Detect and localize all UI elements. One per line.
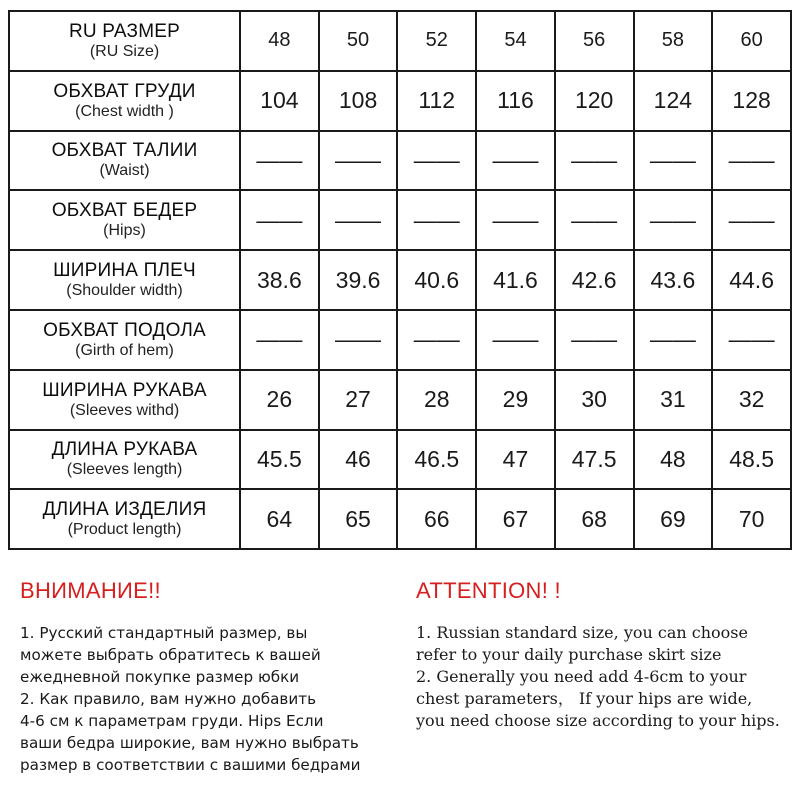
table-cell: 70 [712, 489, 791, 549]
note-line-ru: 2. Как правило, вам нужно добавить [20, 690, 317, 708]
table-cell: —— [476, 131, 555, 191]
table-cell: —— [712, 190, 791, 250]
table-row [9, 190, 791, 250]
table-cell: —— [240, 131, 319, 191]
table-cell: 112 [397, 71, 476, 131]
size-header-cell: 60 [712, 11, 791, 71]
row-label-ru: ОБХВАТ ТАЛИИ [51, 140, 198, 162]
row-label-ru: ДЛИНА РУКАВА [51, 439, 198, 461]
row-label-en: (Waist) [99, 162, 150, 180]
row-label [9, 190, 240, 250]
row-label-en: (Hips) [103, 222, 146, 240]
table-cell: 108 [319, 71, 398, 131]
table-cell: 116 [476, 71, 555, 131]
table-cell: 38.6 [240, 250, 319, 310]
row-label [9, 71, 240, 131]
table-cell: —— [319, 190, 398, 250]
table-cell: 31 [634, 370, 713, 430]
table-cell: —— [397, 131, 476, 191]
note-line-ru: ежедневной покупке размер юбки [20, 668, 300, 686]
table-cell: 43.6 [634, 250, 713, 310]
table-cell: 44.6 [712, 250, 791, 310]
note-line-en: refer to your daily purchase skirt size [416, 645, 722, 664]
note-line-ru: 4-6 см к параметрам груди. Hips Если [20, 712, 324, 730]
row-label-ru: ОБХВАТ ПОДОЛА [43, 319, 206, 341]
note-line-en: you need choose size according to your hips. [416, 711, 780, 730]
table-row [9, 430, 791, 490]
table-cell: 32 [712, 370, 791, 430]
table-cell: 67 [476, 489, 555, 549]
row-label-en: (Shoulder width) [66, 282, 183, 300]
table-cell: 40.6 [397, 250, 476, 310]
table-cell: 26 [240, 370, 319, 430]
table-cell: —— [319, 131, 398, 191]
note-line-en: chest parameters， If your hips are wide, [416, 689, 753, 708]
table-cell: —— [397, 310, 476, 370]
row-label-ru: ОБХВАТ ГРУДИ [53, 80, 196, 102]
note-line-ru: ваши бедра широкие, вам нужно выбрать [20, 734, 359, 752]
table-cell: 69 [634, 489, 713, 549]
table-cell: —— [634, 190, 713, 250]
row-label-en: (Chest width ) [75, 102, 174, 120]
table-cell: 47.5 [555, 430, 634, 490]
attention-title-ru: ВНИМАНИЕ!! [20, 578, 161, 603]
table-cell: 46 [319, 430, 398, 490]
table-cell: —— [476, 190, 555, 250]
table-cell: 27 [319, 370, 398, 430]
row-label [9, 11, 240, 71]
row-label [9, 310, 240, 370]
row-label [9, 489, 240, 549]
size-chart-table [8, 10, 792, 550]
table-cell: 104 [240, 71, 319, 131]
note-line-ru: 1. Русский стандартный размер, вы [20, 624, 308, 642]
row-label-en: (Sleeves length) [66, 461, 183, 479]
size-header-cell: 56 [555, 11, 634, 71]
size-header-cell: 54 [476, 11, 555, 71]
table-cell: 41.6 [476, 250, 555, 310]
table-cell: —— [712, 310, 791, 370]
row-label [9, 131, 240, 191]
table-cell: 39.6 [319, 250, 398, 310]
note-line-ru: размер в соответствии с вашими бедрами [20, 756, 361, 774]
table-cell: —— [634, 131, 713, 191]
row-label-en: (Product length) [67, 521, 182, 539]
table-cell: —— [476, 310, 555, 370]
table-cell: —— [555, 131, 634, 191]
row-label-ru: ШИРИНА РУКАВА [42, 379, 207, 401]
table-cell: 29 [476, 370, 555, 430]
note-line-en: 1. Russian standard size, you can choose [416, 623, 748, 642]
table-cell: —— [555, 190, 634, 250]
table-row [9, 71, 791, 131]
table-cell: 47 [476, 430, 555, 490]
row-label-en: (Girth of hem) [75, 341, 174, 359]
table-cell: —— [712, 131, 791, 191]
table-cell: 48 [634, 430, 713, 490]
table-cell: 65 [319, 489, 398, 549]
table-cell: 42.6 [555, 250, 634, 310]
table-cell: 48.5 [712, 430, 791, 490]
note-line-ru: можете выбрать обратитесь к вашей [20, 646, 321, 664]
table-row [9, 131, 791, 191]
size-header-row [9, 11, 791, 71]
size-header-cell: 50 [319, 11, 398, 71]
table-cell: —— [397, 190, 476, 250]
table-cell: 124 [634, 71, 713, 131]
table-cell: 28 [397, 370, 476, 430]
table-cell: —— [240, 310, 319, 370]
table-row [9, 250, 791, 310]
row-label [9, 430, 240, 490]
row-label [9, 370, 240, 430]
attention-title-en: ATTENTION! ! [416, 578, 561, 603]
table-cell: 120 [555, 71, 634, 131]
row-label-en: (RU Size) [89, 42, 160, 60]
table-row [9, 370, 791, 430]
notes-english [416, 578, 796, 732]
size-header-cell: 48 [240, 11, 319, 71]
table-row [9, 310, 791, 370]
row-label-en: (Sleeves withd) [69, 401, 180, 419]
table-cell: 128 [712, 71, 791, 131]
note-line-en: 2. Generally you need add 4-6cm to your [416, 667, 747, 686]
row-label [9, 250, 240, 310]
table-cell: —— [555, 310, 634, 370]
row-label-ru: RU РАЗМЕР [68, 20, 181, 42]
table-cell: —— [319, 310, 398, 370]
table-cell: 66 [397, 489, 476, 549]
table-cell: 45.5 [240, 430, 319, 490]
size-header-cell: 52 [397, 11, 476, 71]
table-cell: 68 [555, 489, 634, 549]
table-cell: 64 [240, 489, 319, 549]
table-cell: —— [240, 190, 319, 250]
size-header-cell: 58 [634, 11, 713, 71]
notes-russian [20, 578, 405, 776]
row-label-ru: ДЛИНА ИЗДЕЛИЯ [42, 499, 207, 521]
row-label-ru: ШИРИНА ПЛЕЧ [53, 260, 196, 282]
row-label-ru: ОБХВАТ БЕДЕР [51, 200, 198, 222]
table-cell: —— [634, 310, 713, 370]
table-row [9, 489, 791, 549]
table-cell: 30 [555, 370, 634, 430]
table-cell: 46.5 [397, 430, 476, 490]
